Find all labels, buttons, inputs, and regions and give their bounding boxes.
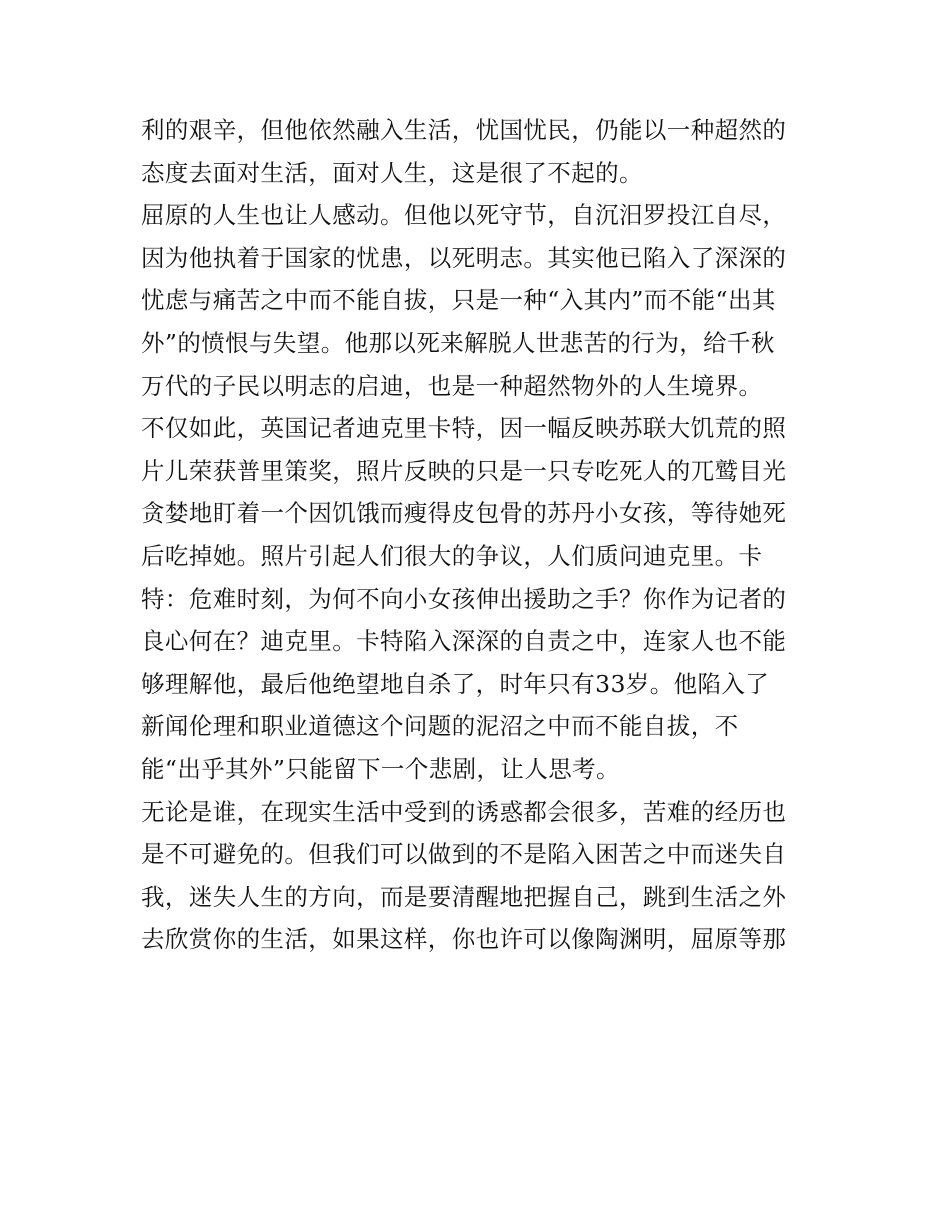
text-line-18: 是不可避免的。但我们可以做到的不是陷入困苦之中而迷失自: [141, 840, 787, 869]
text-line-2: 态度去面对生活，面对人生，这是很了不起的。: [141, 158, 643, 187]
text-line-14: 够理解他，最后他绝望地自杀了，时年只有33岁。他陷入了: [141, 669, 770, 698]
text-line-10: 贪婪地盯着一个因饥饿而瘦得皮包骨的苏丹小女孩，等待她死: [141, 499, 787, 528]
text-line-1: 利的艰辛，但他依然融入生活，忧国忧民，仍能以一种超然的: [141, 116, 787, 144]
text-line-6: 外”的愤恨与失望。他那以死来解脱人世悲苦的行为，给千秋: [141, 328, 775, 357]
text-line-12: 特：危难时刻，为何不向小女孩伸出援助之手？你作为记者的: [141, 584, 787, 613]
text-line-8: 不仅如此，英国记者迪克里卡特，因一幅反映苏联大饥荒的照: [141, 414, 787, 443]
text-line-17: 无论是谁，在现实生活中受到的诱惑都会很多，苦难的经历也: [141, 797, 787, 826]
text-line-5: 忧虑与痛苦之中而不能自拔，只是一种“入其内”而不能“出其: [141, 286, 776, 315]
text-line-20: 去欣赏你的生活，如果这样，你也许可以像陶渊明，屈原等那: [141, 925, 787, 954]
text-line-3: 屈原的人生也让人感动。但他以死守节，自沉汨罗投江自尽，: [141, 201, 787, 230]
body-text: [141, 109, 821, 961]
text-line-13: 良心何在？迪克里。卡特陷入深深的自责之中，连家人也不能: [141, 627, 787, 656]
text-line-7: 万代的子民以明志的启迪，也是一种超然物外的人生境界。: [141, 371, 763, 400]
text-line-15: 新闻伦理和职业道德这个问题的泥沼之中而不能自拔，不: [141, 712, 739, 741]
text-line-9: 片儿荣获普里策奖，照片反映的只是一只专吃死人的兀鹫目光: [141, 456, 787, 485]
text-line-4: 因为他执着于国家的忧患，以死明志。其实他已陷入了深深的: [141, 243, 787, 272]
text-line-16: 能“出乎其外”只能留下一个悲剧，让人思考。: [141, 754, 620, 783]
text-line-19: 我，迷失人生的方向，而是要清醒地把握自己，跳到生活之外: [141, 882, 787, 911]
text-line-11: 后吃掉她。照片引起人们很大的争议，人们质问迪克里。卡: [141, 541, 763, 570]
